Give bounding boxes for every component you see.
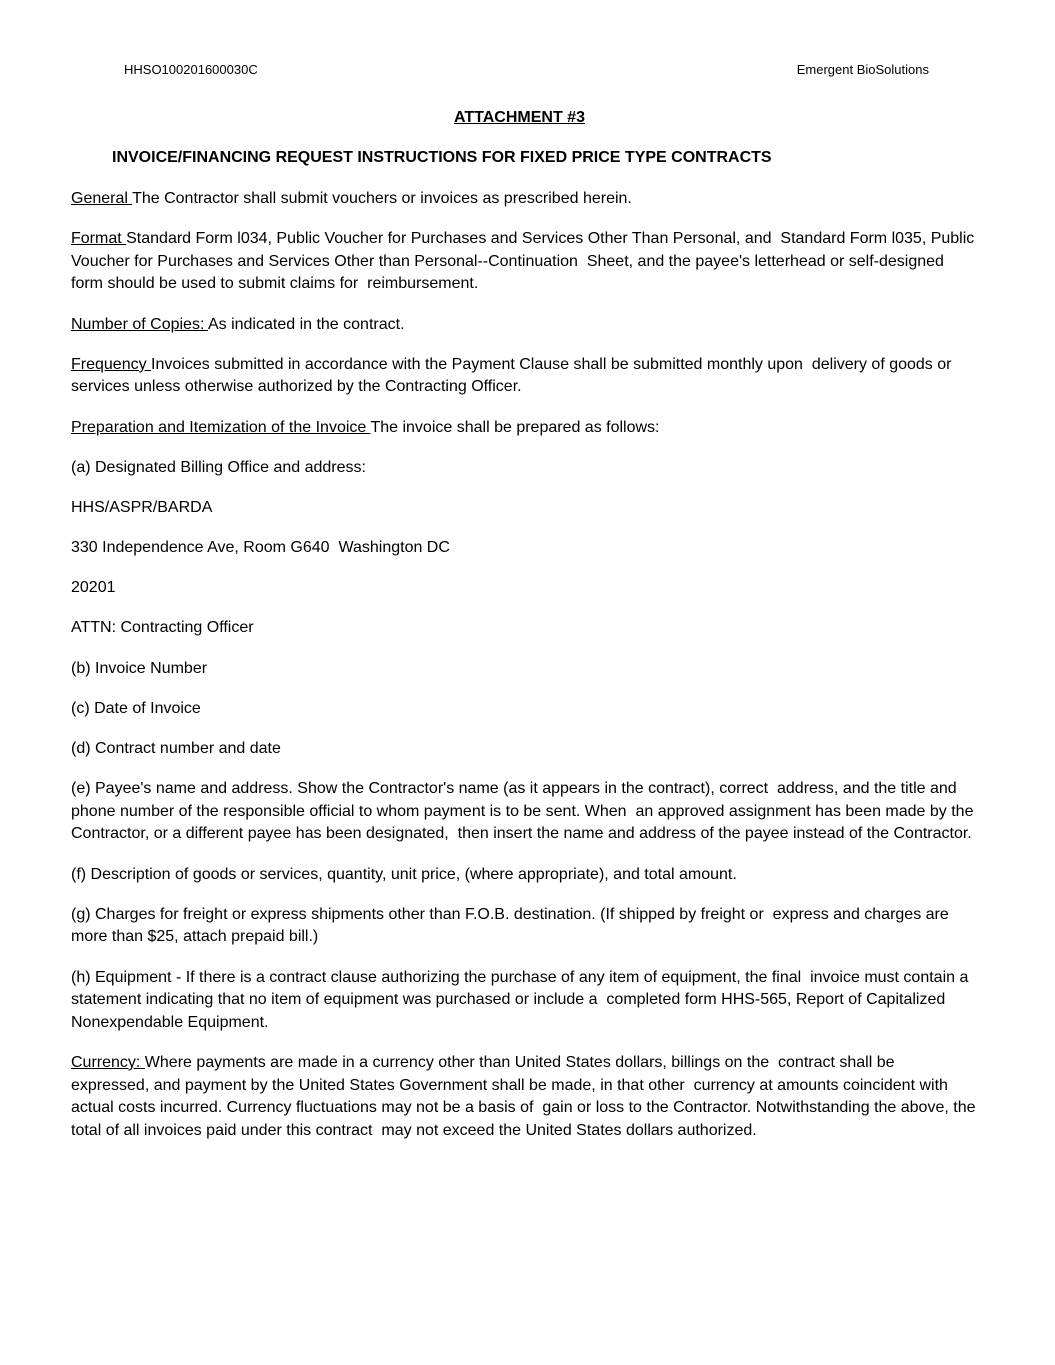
billing-zip: 20201 xyxy=(71,579,116,597)
item-description: (f) Description of goods or services, quantity, unit price, (where appropriate), and total amount. xyxy=(71,865,737,883)
format-label: Format xyxy=(71,230,127,248)
currency-text: Where payments are made in a currency other than United States dollars, billings on the contract shall be expressed, and payment by the United States Government shall be made, in that other currency at amounts coincident with actual costs incurred. Currency fluctuations may not be a basis of gain or loss to the Contractor. Notwithstanding the above, the total of all invoices paid under this contract may not exceed the United States dollars authorized. xyxy=(71,1053,980,1139)
frequency-paragraph xyxy=(71,354,976,399)
item-equipment: (h) Equipment - If there is a contract clause authorizing the purchase of any item of equipment, the final invoice must contain a statement indicating that no item of equipment was purchased or include a completed form HHS-565, Report of Capitalized Nonexpendable Equipment. xyxy=(71,968,973,1031)
item-invoice-number: (b) Invoice Number xyxy=(71,659,208,677)
preparation-label: Preparation and Itemization of the Invoice xyxy=(71,418,371,436)
billing-street-address: 330 Independence Ave, Room G640 Washington DC xyxy=(71,539,450,557)
header-contract-number: HHSO100201600030C xyxy=(124,62,258,77)
format-paragraph xyxy=(71,228,979,296)
preparation-text: The invoice shall be prepared as follows: xyxy=(370,418,660,436)
general-paragraph xyxy=(71,188,976,211)
item-payee: (e) Payee's name and address. Show the Contractor's name (as it appears in the contract), correct address, and the title and phone number of the responsible official to whom payment is to be sent. When an approved assignment has been made by the Contractor, or a different payee has been designated, then insert the name and address of the payee instead of the Contractor. xyxy=(71,780,978,843)
general-text: The Contractor shall submit vouchers or invoices as prescribed herein. xyxy=(132,190,632,207)
header-company-name: Emergent BioSolutions xyxy=(796,62,929,77)
copies-paragraph xyxy=(71,314,976,337)
currency-paragraph xyxy=(71,1052,980,1142)
document-body xyxy=(71,188,980,1160)
frequency-label: Frequency xyxy=(71,355,152,373)
copies-text: As indicated in the contract. xyxy=(207,315,405,333)
format-text: Standard Form l034, Public Voucher for Purchases and Services Other Than Personal, and Standard Form l035, Public Voucher for Purchases and Services Other than Personal--Continuation Sheet, and the payee's letterhead or self-designed form should be used to submit claims for reimbursement. xyxy=(71,230,979,293)
general-label: General xyxy=(71,190,133,207)
copies-label: Number of Copies: xyxy=(71,315,208,333)
currency-label: Currency: xyxy=(71,1053,145,1071)
page-title: INVOICE/FINANCING REQUEST INSTRUCTIONS FOR FIXED PRICE TYPE CONTRACTS xyxy=(112,149,772,166)
item-invoice-date: (c) Date of Invoice xyxy=(71,699,201,717)
billing-attn: ATTN: Contracting Officer xyxy=(71,619,254,637)
attachment-title: ATTACHMENT #3 xyxy=(454,109,585,126)
frequency-text: Invoices submitted in accordance with the Payment Clause shall be submitted monthly upon delivery of goods or services unless otherwise authorized by the Contracting Officer. xyxy=(71,355,956,396)
preparation-paragraph xyxy=(71,417,976,440)
billing-office-label: (a) Designated Billing Office and address: xyxy=(71,458,366,476)
billing-office-name: HHS/ASPR/BARDA xyxy=(71,498,213,516)
item-contract-number: (d) Contract number and date xyxy=(71,740,281,758)
item-freight: (g) Charges for freight or express shipments other than F.O.B. destination. (If shipped by freight or express and charges are more than $25, attach prepaid bill.) xyxy=(71,905,954,946)
